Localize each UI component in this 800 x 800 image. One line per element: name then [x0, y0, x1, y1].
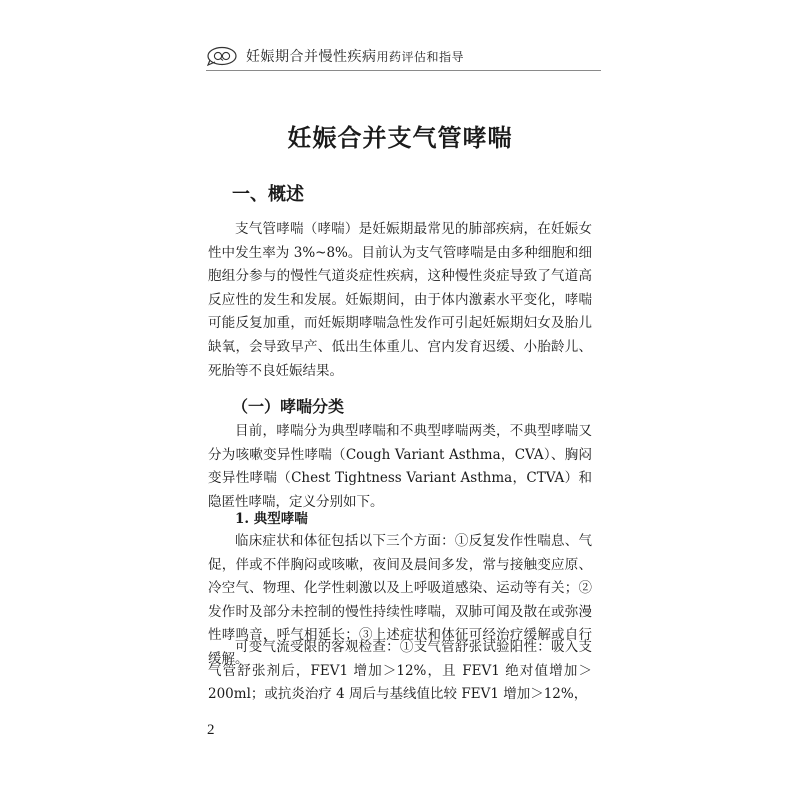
- book-logo-icon: [206, 45, 238, 67]
- book-title-sub: 用药评估和指导: [376, 50, 465, 64]
- typical-asthma-tests-paragraph: 可变气流受限的客观检查：①支气管舒张试验阳性：吸入支气管舒张剂后，FEV1 增加＞12%，且 FEV1 绝对值增加＞200ml；或抗炎治疗 4 周后与基线值比较 FEV1 增加＞12%，: [208, 639, 592, 703]
- subsection-heading-classification: （一）哮喘分类: [232, 397, 345, 416]
- book-title-main: 妊娠期合并慢性疾病: [246, 49, 377, 65]
- section-heading-overview: 一、概述: [232, 184, 304, 205]
- chapter-title: 妊娠合并支气管哮喘: [287, 124, 513, 152]
- header-divider: [206, 70, 601, 71]
- running-header-title: [246, 46, 464, 66]
- running-header: [206, 44, 464, 68]
- typical-asthma-heading: 1. 典型哮喘: [235, 511, 308, 527]
- page-number: 2: [207, 722, 215, 738]
- typical-asthma-symptoms-paragraph: 临床症状和体征包括以下三个方面：①反复发作性喘息、气促，伴或不伴胸闷或咳嗽，夜间及晨间多发，常与接触变应原、冷空气、物理、化学性刺激以及上呼吸道感染、运动等有关；②发作时及部分未控制的慢性持续性哮喘，双肺可闻及散在或弥漫性哮鸣音，呼气相延长；③上述症状和体征可经治疗缓解或自行缓解。: [208, 533, 592, 667]
- classification-paragraph: 目前，哮喘分为典型哮喘和不典型哮喘两类，不典型哮喘又分为咳嗽变异性哮喘（Cough Variant Asthma，CVA）、胸闷变异性哮喘（Chest Tightness Variant Asthma，CTVA）和隐匿性哮喘，定义分别如下。: [208, 423, 592, 510]
- overview-paragraph: 支气管哮喘（哮喘）是妊娠期最常见的肺部疾病，在妊娠女性中发生率为 3%~8%。目前认为支气管哮喘是由多种细胞和细胞组分参与的慢性气道炎症性疾病，这种慢性炎症导致了气道高反应性的发生和发展。妊娠期间，由于体内激素水平变化，哮喘可能反复加重，而妊娠期哮喘急性发作可引起妊娠期妇女及胎儿缺氧，会导致早产、低出生体重儿、宫内发育迟缓、小胎龄儿、死胎等不良妊娠结果。: [208, 221, 592, 379]
